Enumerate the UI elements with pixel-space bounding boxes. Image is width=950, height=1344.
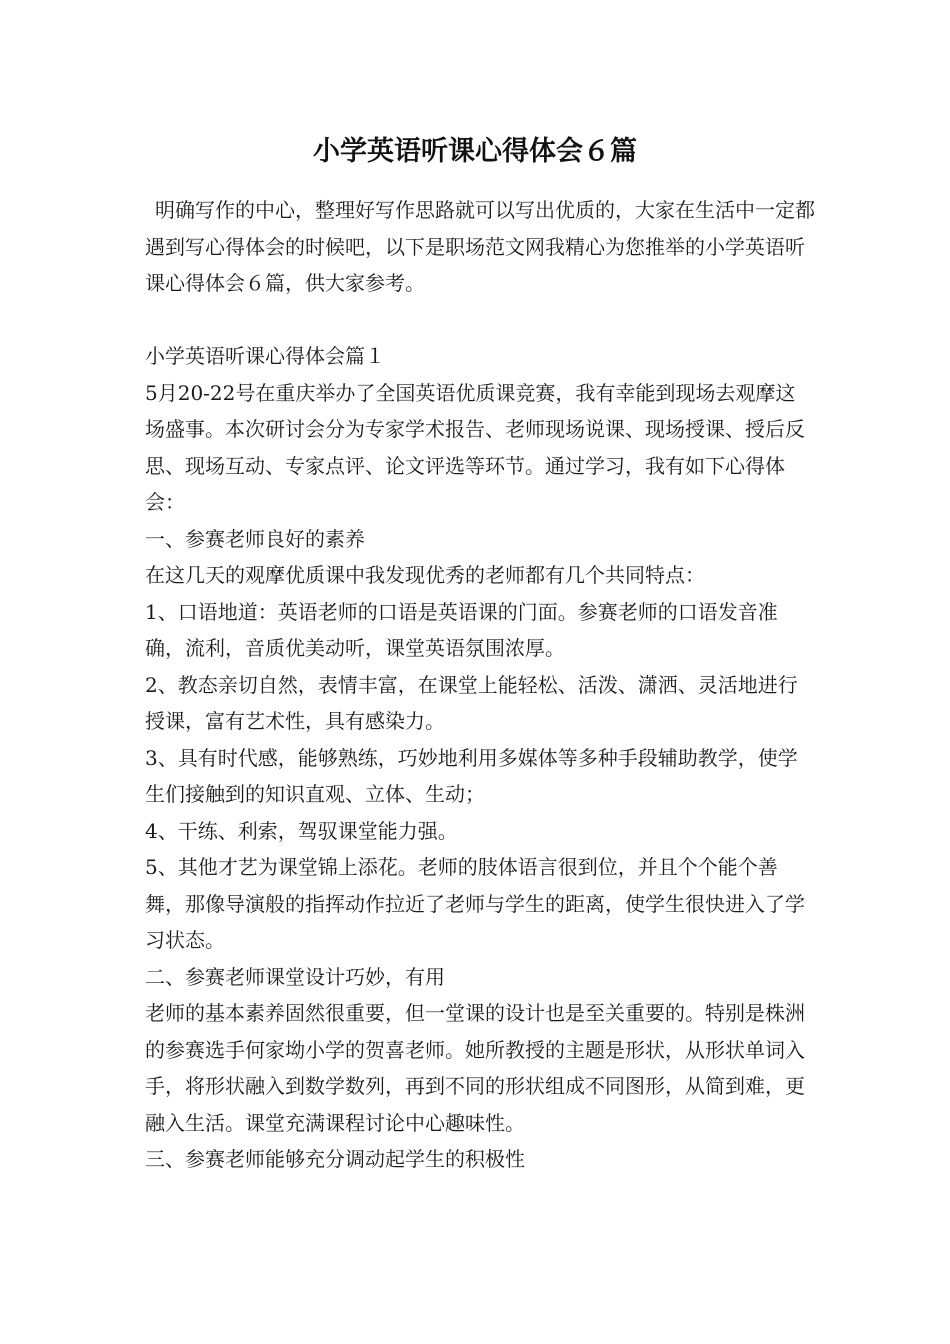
- list-item: 4、干练、利索，驾驭课堂能力强。: [145, 818, 458, 843]
- intro-paragraph: 明确写作的中心，整理好写作思路就可以写出优质的，大家在生活中一定都遇到写心得体会的时候吧，以下是职场范文网我精心为您推举的小学英语听课心得体会６篇，供大家参考。: [145, 198, 815, 295]
- list-item: 1、口语地道：英语老师的口语是英语课的门面。参赛老师的口语发音准确，流利，音质优美动听，课堂英语氛围浓厚。: [145, 599, 778, 660]
- body-paragraph: 5月20-22号在重庆举办了全国英语优质课竞赛，我有幸能到现场去观摩这场盛事。本次研讨会分为专家学术报告、老师现场说课、现场授课、授后反思、现场互动、专家点评、论文评选等环节。通过学习，我有如下心得体会：: [145, 380, 805, 514]
- list-item: 3、具有时代感，能够熟练，巧妙地利用多媒体等多种手段辅助教学，使学生们接触到的知识直观、立体、生动；: [145, 745, 798, 806]
- body-paragraph: 在这几天的观摩优质课中我发现优秀的老师都有几个共同特点：: [145, 563, 705, 587]
- document-body: [145, 192, 815, 1178]
- section-heading: 小学英语听课心得体会篇１: [145, 344, 385, 368]
- list-item: 5、其他才艺为课堂锦上添花。老师的肢体语言很到位，并且个个能个善舞，那像导演般的指挥动作拉近了老师与学生的距离，使学生很快进入了学习状态。: [145, 855, 805, 952]
- subsection-heading: 三、参赛老师能够充分调动起学生的积极性: [145, 1147, 525, 1171]
- body-paragraph: 老师的基本素养固然很重要，但一堂课的设计也是至关重要的。特别是株洲的参赛选手何家坳小学的贺喜老师。她所教授的主题是形状，从形状单词入手，将形状融入到数学数列，再到不同的形状组成不同图形，从简到难，更融入生活。课堂充满课程讨论中心趣味性。: [145, 1001, 805, 1135]
- list-item: 2、教态亲切自然，表情丰富，在课堂上能轻松、活泼、潇洒、灵活地进行授课，富有艺术性，具有感染力。: [145, 672, 798, 733]
- subsection-heading: 二、参赛老师课堂设计巧妙，有用: [145, 964, 445, 989]
- paragraph-spacer: [145, 302, 815, 339]
- subsection-heading: 一、参赛老师良好的素养: [145, 526, 365, 551]
- document-title: 小学英语听课心得体会６篇: [313, 136, 637, 167]
